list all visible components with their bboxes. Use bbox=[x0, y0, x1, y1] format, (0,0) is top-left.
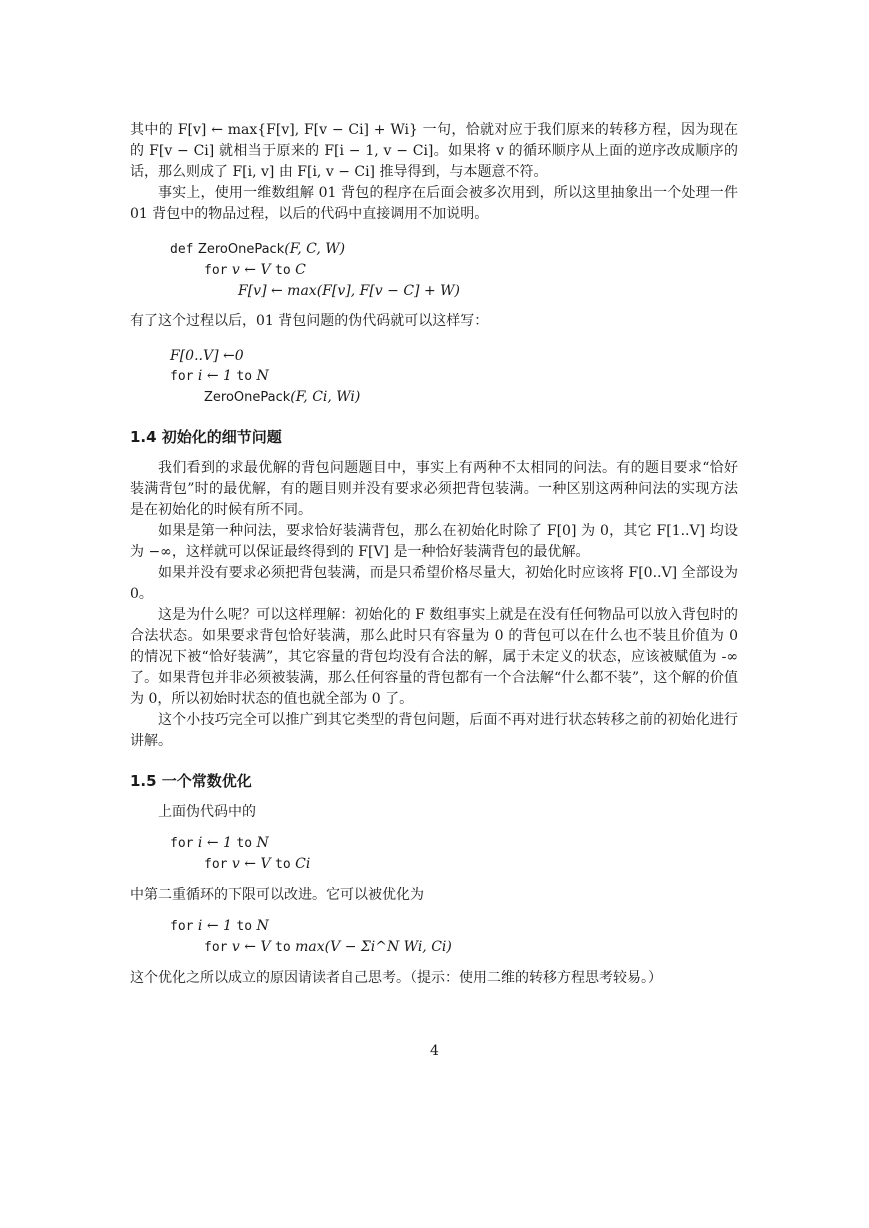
code-line: for v ← V to C bbox=[204, 262, 306, 278]
code-line: for v ← V to max(V − Σi^N Wi, Ci) bbox=[204, 939, 452, 955]
code-line: F[0..V] ←0 bbox=[170, 348, 244, 364]
code-line: for i ← 1 to N bbox=[170, 835, 269, 851]
code-line: ZeroOnePack(F, Ci, Wi) bbox=[204, 389, 361, 405]
paragraph: 上面伪代码中的 bbox=[158, 804, 256, 820]
paragraph: 这个优化之所以成立的原因请读者自己思考。（提示：使用二维的转移方程思考较易。） bbox=[130, 970, 662, 986]
intro-paragraph-1: 其中的 F[v] ← max{F[v], F[v − Ci] + Wi} 一句，恰就对应于我们原来的转移方程，因为现在的 F[v − Ci] 就相当于原来的 F[i − 1, v − Ci]。如果将 v 的循环顺序从上面的逆序改成顺序的话，那么则成了 F[i, v] 由 F[i, v − Ci] 推导得到，与本题意不符。 bbox=[130, 122, 738, 180]
code-line: def ZeroOnePack(F, C, W) bbox=[170, 241, 346, 257]
paragraph: 有了这个过程以后，01 背包问题的伪代码就可以这样写： bbox=[130, 313, 489, 329]
code-line: F[v] ← max(F[v], F[v − C] + W) bbox=[238, 283, 460, 299]
paragraph: 这是为什么呢？可以这样理解：初始化的 F 数组事实上就是在没有任何物品可以放入背包时的合法状态。如果要求背包恰好装满，那么此时只有容量为 0 的背包可以在什么也不装且价值为 0 的情况下被“恰好装满”，其它容量的背包均没有合法的解，属于未定义的状态，应该被赋值为 -∞ 了。如果背包并非必须被装满，那么任何容量的背包都有一个合法解“什么都不装”，这个解的价值为 0，所以初始时状态的值也就全部为 0 了。 bbox=[130, 607, 738, 707]
code-block-optimized-loop bbox=[170, 916, 738, 958]
code-line: for i ← 1 to N bbox=[170, 918, 269, 934]
page-number: 4 bbox=[430, 1043, 439, 1059]
paragraph: 我们看到的求最优解的背包问题题目中，事实上有两种不太相同的问法。有的题目要求“恰好装满背包”时的最优解，有的题目则并没有要求必须把背包装满。一种区别这两种问法的实现方法是在初始化的时候有所不同。 bbox=[130, 460, 738, 518]
paragraph: 这个小技巧完全可以推广到其它类型的背包问题，后面不再对进行状态转移之前的初始化进行讲解。 bbox=[130, 712, 738, 749]
paragraph: 中第二重循环的下限可以改进。它可以被优化为 bbox=[130, 887, 424, 903]
code-block-zeroonepack bbox=[170, 239, 738, 301]
section-heading: 1.4 初始化的细节问题 bbox=[130, 428, 282, 446]
paragraph: 如果并没有要求必须把背包装满，而是只希望价格尽量大，初始化时应该将 F[0..V] 全部设为 0。 bbox=[130, 565, 738, 602]
paragraph: 如果是第一种问法，要求恰好装满背包，那么在初始化时除了 F[0] 为 0，其它 F[1..V] 均设为 −∞，这样就可以保证最终得到的 F[V] 是一种恰好装满背包的最优解。 bbox=[130, 523, 738, 560]
code-block-01pack bbox=[170, 346, 738, 408]
section-heading: 1.5 一个常数优化 bbox=[130, 772, 252, 790]
code-block-loop bbox=[170, 833, 738, 875]
document-page bbox=[130, 120, 738, 989]
code-line: for i ← 1 to N bbox=[170, 368, 269, 384]
intro-paragraph-2: 事实上，使用一维数组解 01 背包的程序在后面会被多次用到，所以这里抽象出一个处理一件 01 背包中的物品过程，以后的代码中直接调用不加说明。 bbox=[130, 185, 738, 222]
code-line: for v ← V to Ci bbox=[204, 856, 311, 872]
